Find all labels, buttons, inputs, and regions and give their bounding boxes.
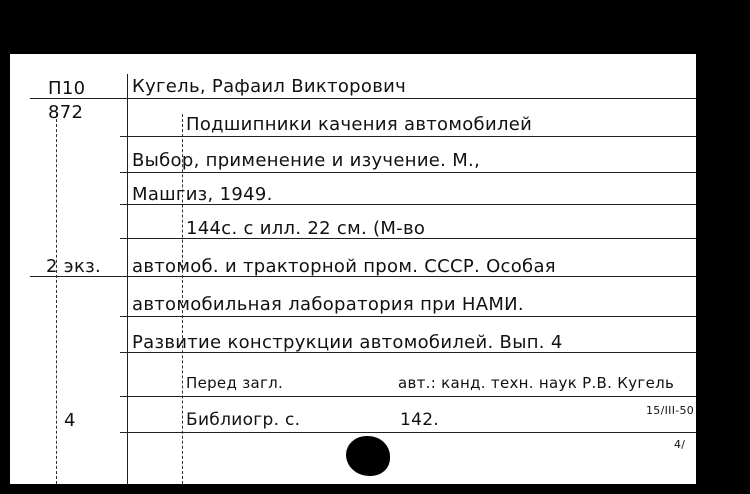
ruled-line [120, 172, 696, 173]
stamp-number: 4/ [674, 438, 686, 451]
catalog-card [10, 54, 696, 484]
left-margin-dashed-line [56, 114, 57, 484]
call-number-line2: 872 [48, 102, 84, 123]
ruled-line [120, 316, 696, 317]
author-heading: Кугель, Рафаил Викторович [132, 76, 407, 97]
ruled-line [120, 396, 696, 397]
title-line: Подшипники качения автомобилей [186, 114, 533, 135]
call-number-line1: П10 [48, 78, 86, 99]
bibliography-prefix: Библиогр. с. [186, 410, 301, 430]
ruled-line [30, 98, 696, 99]
physical-description: 144с. с илл. 22 см. (М-во [186, 218, 426, 239]
copies-count: 2 экз. [46, 256, 102, 277]
ink-blot [346, 436, 390, 476]
series-line-2: автомобильная лаборатория при НАМИ. [132, 294, 524, 315]
bibliography-page: 142. [400, 410, 440, 430]
stamp-code: 15/III-50 [646, 404, 695, 417]
ruled-line [120, 136, 696, 137]
note-author-text: авт.: канд. техн. наук Р.В. Кугель [398, 374, 675, 392]
publisher-line: Машгиз, 1949. [132, 184, 273, 205]
ruled-line [120, 432, 696, 433]
series-line-1: автомоб. и тракторной пром. СССР. Особая [132, 256, 556, 277]
shelf-mark: 4 [64, 410, 76, 431]
subtitle-line: Выбор, применение и изучение. М., [132, 150, 481, 171]
series-line-3: Развитие конструкции автомобилей. Вып. 4 [132, 332, 563, 353]
note-title-prefix: Перед загл. [186, 374, 284, 392]
